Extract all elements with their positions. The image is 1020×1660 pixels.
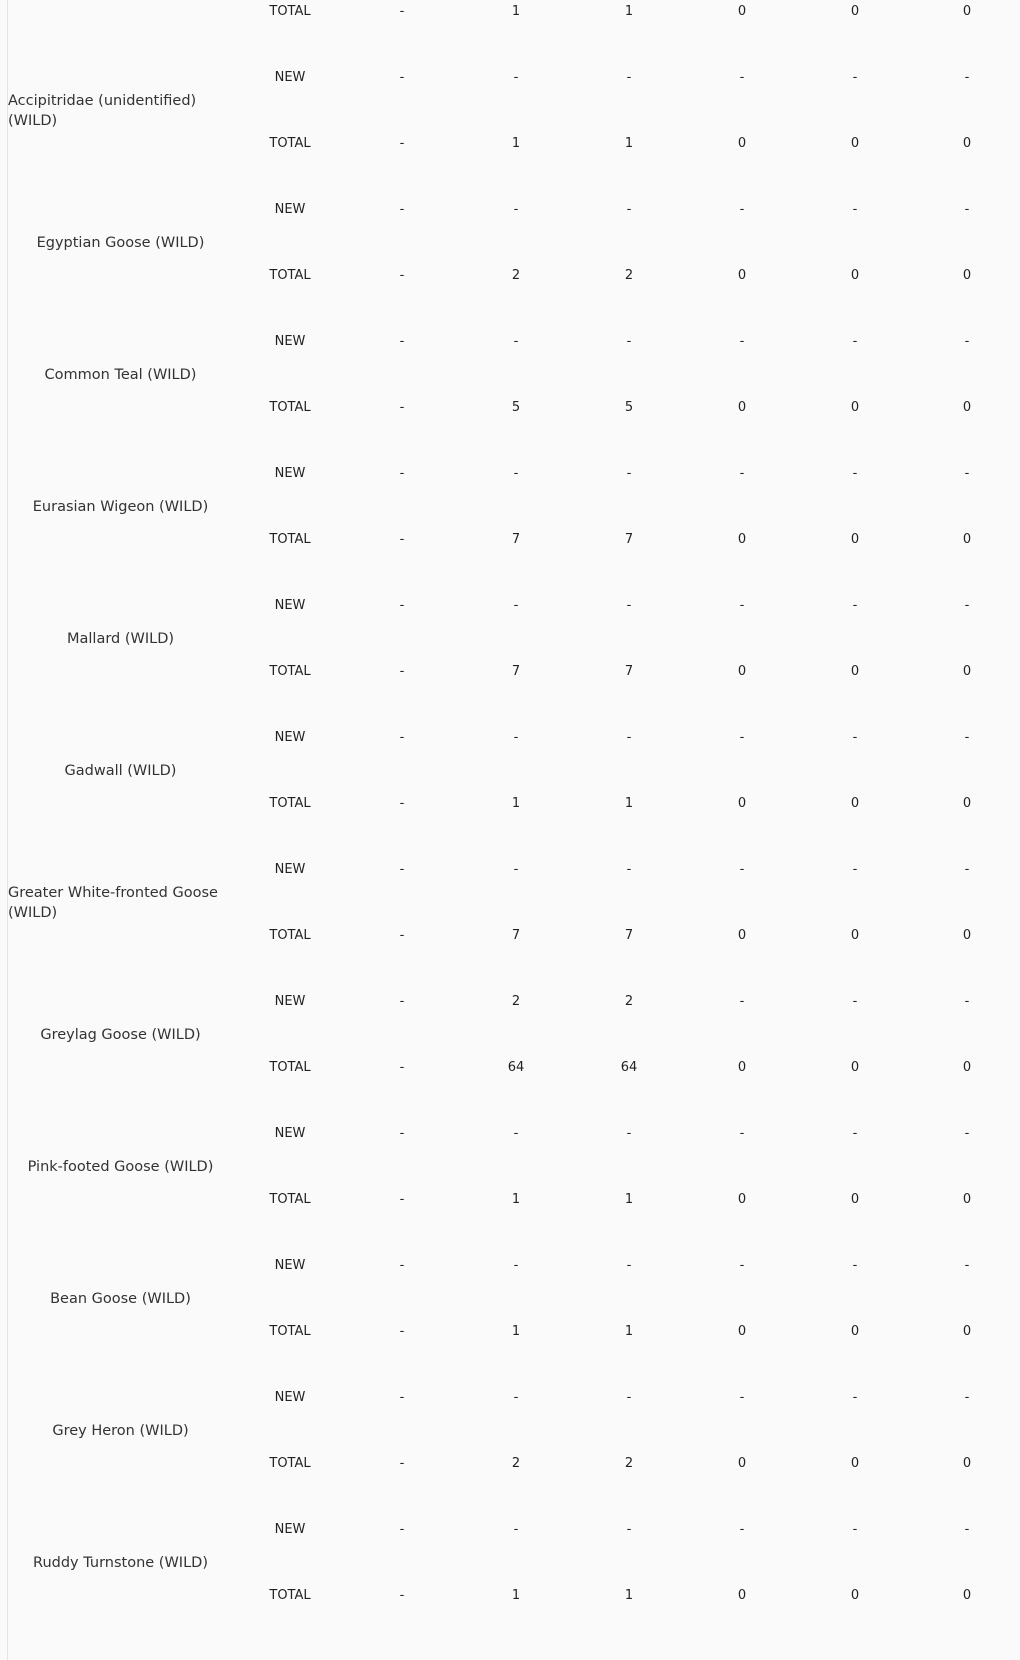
total-count-cell: 7 xyxy=(511,664,521,679)
total-count-cell: 0 xyxy=(737,1324,747,1339)
new-row-label: NEW xyxy=(274,202,306,217)
total-count-cell: 7 xyxy=(624,928,634,943)
species-name: Eurasian Wigeon (WILD) xyxy=(32,499,209,515)
total-count-cell: 0 xyxy=(850,268,860,283)
total-count-cell: 64 xyxy=(620,1060,638,1075)
total-count-cell: 1 xyxy=(624,4,634,19)
species-row-group xyxy=(0,0,1020,45)
total-count-cell: 0 xyxy=(850,4,860,19)
species-name-cell xyxy=(8,705,233,837)
new-count-cell: - xyxy=(626,334,632,349)
species-row-group xyxy=(0,309,1020,441)
new-count-cell: - xyxy=(626,862,632,877)
total-count-cell: 0 xyxy=(962,136,972,151)
total-count-row xyxy=(0,134,1020,154)
new-count-cell: - xyxy=(399,466,405,481)
new-count-cell: - xyxy=(739,1258,745,1273)
total-count-cell: 0 xyxy=(962,1456,972,1471)
total-count-cell: 0 xyxy=(850,928,860,943)
new-count-cell: - xyxy=(852,994,858,1009)
new-count-row xyxy=(0,332,1020,352)
new-row-label: NEW xyxy=(274,730,306,745)
new-count-cell: - xyxy=(626,1390,632,1405)
species-name-cell xyxy=(8,1101,233,1233)
new-count-cell: - xyxy=(513,70,519,85)
new-count-cell: - xyxy=(739,730,745,745)
species-name-cell xyxy=(8,969,233,1101)
total-count-cell: 0 xyxy=(962,4,972,19)
new-count-cell: - xyxy=(964,1258,970,1273)
new-count-cell: - xyxy=(964,598,970,613)
new-row-label: NEW xyxy=(274,334,306,349)
new-count-row xyxy=(0,68,1020,88)
new-count-cell: - xyxy=(852,70,858,85)
species-row-group xyxy=(0,1101,1020,1233)
new-count-cell: - xyxy=(964,730,970,745)
species-name-cell xyxy=(8,1365,233,1497)
new-count-cell: - xyxy=(852,334,858,349)
new-count-cell: - xyxy=(513,1522,519,1537)
species-name: Accipitridae (unidentified) (WILD) xyxy=(8,93,197,129)
species-name: Pink-footed Goose (WILD) xyxy=(27,1159,214,1175)
new-count-cell: - xyxy=(399,730,405,745)
new-row-label: NEW xyxy=(274,1258,306,1273)
species-name: Bean Goose (WILD) xyxy=(50,1291,191,1307)
new-count-cell: - xyxy=(852,862,858,877)
total-count-cell: 7 xyxy=(511,532,521,547)
new-count-row xyxy=(0,1520,1020,1540)
new-count-cell: - xyxy=(964,202,970,217)
new-row-label: NEW xyxy=(274,1522,306,1537)
species-row-group xyxy=(0,837,1020,969)
total-count-cell: 0 xyxy=(737,1060,747,1075)
new-count-cell: - xyxy=(399,598,405,613)
total-count-cell: 1 xyxy=(511,1324,521,1339)
new-row-label: NEW xyxy=(274,994,306,1009)
total-count-cell: 5 xyxy=(511,400,521,415)
new-count-cell: - xyxy=(513,466,519,481)
total-count-cell: 1 xyxy=(624,136,634,151)
total-count-cell: - xyxy=(399,1588,405,1603)
new-count-cell: - xyxy=(739,598,745,613)
new-count-row xyxy=(0,1256,1020,1276)
total-count-cell: 7 xyxy=(624,664,634,679)
total-count-cell: 0 xyxy=(737,268,747,283)
new-count-cell: - xyxy=(626,1258,632,1273)
new-count-cell: - xyxy=(739,70,745,85)
species-name: Ruddy Turnstone (WILD) xyxy=(33,1555,208,1571)
total-count-row xyxy=(0,398,1020,418)
new-count-cell: - xyxy=(626,202,632,217)
total-count-cell: 0 xyxy=(737,4,747,19)
new-count-cell: - xyxy=(399,862,405,877)
species-name: Gadwall (WILD) xyxy=(64,763,177,779)
total-count-cell: 2 xyxy=(511,268,521,283)
new-count-row xyxy=(0,1388,1020,1408)
total-count-row xyxy=(0,1058,1020,1078)
new-count-cell: - xyxy=(739,862,745,877)
total-count-cell: 0 xyxy=(737,136,747,151)
total-count-row xyxy=(0,926,1020,946)
new-count-cell: - xyxy=(739,466,745,481)
new-count-cell: - xyxy=(852,202,858,217)
new-row-label: NEW xyxy=(274,862,306,877)
new-count-cell: - xyxy=(852,598,858,613)
new-count-cell: - xyxy=(964,466,970,481)
new-count-cell: - xyxy=(964,1390,970,1405)
new-count-cell: - xyxy=(399,1126,405,1141)
new-count-cell: - xyxy=(739,1390,745,1405)
total-count-cell: 2 xyxy=(624,268,634,283)
total-count-cell: 0 xyxy=(962,1588,972,1603)
new-count-cell: - xyxy=(399,1258,405,1273)
species-name: Common Teal (WILD) xyxy=(44,367,197,383)
species-row-group xyxy=(0,177,1020,309)
total-count-cell: 1 xyxy=(511,796,521,811)
total-count-row xyxy=(0,662,1020,682)
new-count-cell: - xyxy=(739,994,745,1009)
new-count-row xyxy=(0,200,1020,220)
total-count-cell: - xyxy=(399,1456,405,1471)
total-count-row xyxy=(0,1190,1020,1210)
total-count-cell: 0 xyxy=(850,1456,860,1471)
total-count-row xyxy=(0,1586,1020,1606)
new-count-cell: - xyxy=(626,598,632,613)
total-count-cell: 0 xyxy=(737,400,747,415)
total-count-cell: 1 xyxy=(624,1192,634,1207)
total-count-cell: - xyxy=(399,1192,405,1207)
total-count-cell: 0 xyxy=(850,664,860,679)
new-count-cell: - xyxy=(852,1522,858,1537)
total-count-row xyxy=(0,2,1020,22)
total-count-cell: 0 xyxy=(962,928,972,943)
new-count-cell: - xyxy=(739,334,745,349)
new-count-cell: - xyxy=(739,1522,745,1537)
new-count-cell: 2 xyxy=(511,994,521,1009)
total-count-cell: - xyxy=(399,664,405,679)
species-row-group xyxy=(0,969,1020,1101)
new-row-label: NEW xyxy=(274,70,306,85)
new-row-label: NEW xyxy=(274,466,306,481)
total-count-cell: - xyxy=(399,796,405,811)
total-count-cell: 0 xyxy=(850,136,860,151)
total-count-cell: 2 xyxy=(624,1456,634,1471)
new-row-label: NEW xyxy=(274,1126,306,1141)
total-count-cell: 0 xyxy=(962,1192,972,1207)
new-count-row xyxy=(0,464,1020,484)
species-name: Greylag Goose (WILD) xyxy=(40,1027,201,1043)
total-count-cell: 1 xyxy=(511,4,521,19)
total-count-cell: 1 xyxy=(511,136,521,151)
new-count-row xyxy=(0,728,1020,748)
new-count-row xyxy=(0,992,1020,1012)
new-count-cell: - xyxy=(513,598,519,613)
total-row-label: TOTAL xyxy=(269,1588,311,1603)
new-count-cell: - xyxy=(513,1126,519,1141)
new-count-cell: - xyxy=(852,466,858,481)
new-count-cell: - xyxy=(513,862,519,877)
new-count-cell: - xyxy=(399,994,405,1009)
total-count-cell: 0 xyxy=(850,1588,860,1603)
new-count-cell: - xyxy=(399,1390,405,1405)
total-count-cell: - xyxy=(399,268,405,283)
new-count-cell: - xyxy=(399,70,405,85)
species-row-group xyxy=(0,45,1020,177)
total-row-label: TOTAL xyxy=(269,1192,311,1207)
species-name-cell xyxy=(8,573,233,705)
total-count-cell: 0 xyxy=(962,796,972,811)
total-count-cell: 1 xyxy=(511,1588,521,1603)
total-count-cell: - xyxy=(399,1324,405,1339)
total-count-cell: 0 xyxy=(962,400,972,415)
total-row-label: TOTAL xyxy=(269,532,311,547)
species-name-cell xyxy=(8,177,233,309)
new-count-cell: - xyxy=(626,730,632,745)
total-count-cell: 0 xyxy=(737,796,747,811)
total-count-cell: 0 xyxy=(850,532,860,547)
new-count-cell: - xyxy=(964,334,970,349)
new-count-cell: - xyxy=(852,1258,858,1273)
total-count-cell: 1 xyxy=(624,796,634,811)
new-count-row xyxy=(0,860,1020,880)
new-count-cell: - xyxy=(513,334,519,349)
total-count-cell: 0 xyxy=(737,928,747,943)
species-name: Egyptian Goose (WILD) xyxy=(36,235,205,251)
new-count-row xyxy=(0,1124,1020,1144)
total-count-cell: - xyxy=(399,136,405,151)
species-name: Mallard (WILD) xyxy=(66,631,175,647)
total-row-label: TOTAL xyxy=(269,400,311,415)
new-count-cell: - xyxy=(626,70,632,85)
total-row-label: TOTAL xyxy=(269,136,311,151)
new-count-cell: - xyxy=(852,1126,858,1141)
new-count-cell: - xyxy=(964,1522,970,1537)
total-count-cell: 1 xyxy=(624,1324,634,1339)
total-count-cell: 0 xyxy=(962,664,972,679)
total-count-cell: - xyxy=(399,4,405,19)
total-count-cell: 0 xyxy=(737,1588,747,1603)
total-count-cell: - xyxy=(399,1060,405,1075)
new-row-label: NEW xyxy=(274,598,306,613)
new-count-cell: - xyxy=(399,1522,405,1537)
species-name-cell xyxy=(8,837,233,969)
total-count-cell: 0 xyxy=(850,1060,860,1075)
species-name-cell xyxy=(8,1233,233,1365)
total-count-cell: 2 xyxy=(511,1456,521,1471)
total-row-label: TOTAL xyxy=(269,1456,311,1471)
total-count-row xyxy=(0,794,1020,814)
total-count-cell: 0 xyxy=(962,1324,972,1339)
total-count-cell: - xyxy=(399,532,405,547)
new-count-cell: - xyxy=(964,994,970,1009)
total-row-label: TOTAL xyxy=(269,928,311,943)
total-count-cell: 0 xyxy=(850,1324,860,1339)
total-count-cell: 7 xyxy=(511,928,521,943)
species-row-group xyxy=(0,1497,1020,1629)
total-count-row xyxy=(0,1322,1020,1342)
new-count-cell: 2 xyxy=(624,994,634,1009)
new-count-cell: - xyxy=(964,862,970,877)
total-row-label: TOTAL xyxy=(269,664,311,679)
new-row-label: NEW xyxy=(274,1390,306,1405)
species-name-cell xyxy=(8,45,233,177)
species-name: Grey Heron (WILD) xyxy=(52,1423,189,1439)
new-count-cell: - xyxy=(399,202,405,217)
species-name-cell xyxy=(8,1497,233,1629)
species-name-cell xyxy=(8,441,233,573)
total-count-cell: 0 xyxy=(850,400,860,415)
total-count-cell: - xyxy=(399,400,405,415)
total-count-cell: 0 xyxy=(737,532,747,547)
new-count-cell: - xyxy=(626,466,632,481)
total-row-label: TOTAL xyxy=(269,1324,311,1339)
total-count-cell: 7 xyxy=(624,532,634,547)
new-count-cell: - xyxy=(513,1390,519,1405)
new-count-row xyxy=(0,596,1020,616)
total-count-cell: 0 xyxy=(737,1192,747,1207)
species-row-group xyxy=(0,573,1020,705)
new-count-cell: - xyxy=(399,334,405,349)
total-count-cell: 1 xyxy=(511,1192,521,1207)
new-count-cell: - xyxy=(739,1126,745,1141)
total-count-cell: 64 xyxy=(507,1060,525,1075)
total-count-cell: 0 xyxy=(850,796,860,811)
total-count-cell: 0 xyxy=(850,1192,860,1207)
total-count-cell: 0 xyxy=(962,532,972,547)
new-count-cell: - xyxy=(964,70,970,85)
total-count-cell: 0 xyxy=(737,1456,747,1471)
total-count-cell: 0 xyxy=(962,268,972,283)
species-row-group xyxy=(0,705,1020,837)
total-row-label: TOTAL xyxy=(269,4,311,19)
total-count-row xyxy=(0,530,1020,550)
species-name-cell xyxy=(8,309,233,441)
total-count-row xyxy=(0,1454,1020,1474)
total-count-cell: 5 xyxy=(624,400,634,415)
species-row-group xyxy=(0,441,1020,573)
new-count-cell: - xyxy=(513,202,519,217)
new-count-cell: - xyxy=(739,202,745,217)
total-row-label: TOTAL xyxy=(269,268,311,283)
total-row-label: TOTAL xyxy=(269,796,311,811)
new-count-cell: - xyxy=(964,1126,970,1141)
species-name: Greater White-fronted Goose (WILD) xyxy=(8,885,218,921)
total-count-cell: 1 xyxy=(624,1588,634,1603)
total-count-cell: 0 xyxy=(962,1060,972,1075)
new-count-cell: - xyxy=(852,1390,858,1405)
new-count-cell: - xyxy=(626,1522,632,1537)
total-row-label: TOTAL xyxy=(269,1060,311,1075)
new-count-cell: - xyxy=(852,730,858,745)
species-row-group xyxy=(0,1233,1020,1365)
total-count-cell: 0 xyxy=(737,664,747,679)
species-row-group xyxy=(0,1365,1020,1497)
new-count-cell: - xyxy=(513,1258,519,1273)
total-count-row xyxy=(0,266,1020,286)
total-count-cell: - xyxy=(399,928,405,943)
new-count-cell: - xyxy=(513,730,519,745)
new-count-cell: - xyxy=(626,1126,632,1141)
